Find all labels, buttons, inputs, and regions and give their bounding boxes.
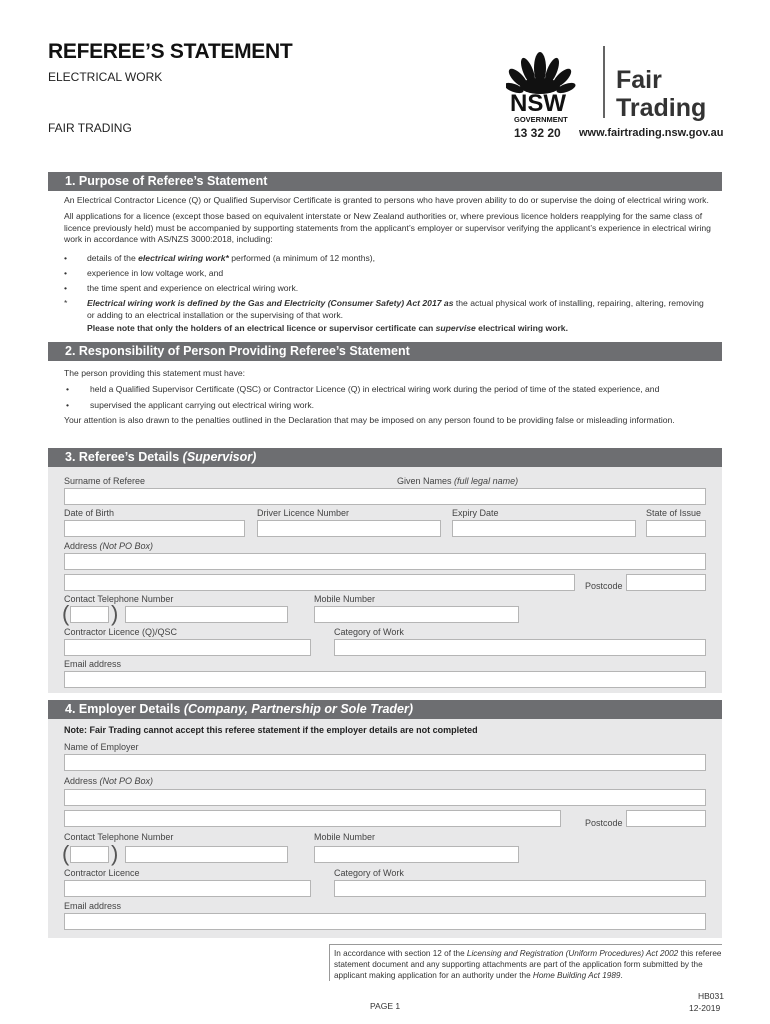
form-subtitle: ELECTRICAL WORK: [48, 70, 163, 84]
section-4-panel: [48, 719, 722, 938]
given-names-label: Given Names (full legal name): [397, 476, 519, 486]
employer-mobile-field[interactable]: [314, 846, 519, 863]
employer-phone-field[interactable]: [125, 846, 288, 863]
org-label: FAIR TRADING: [48, 121, 132, 135]
logo-trading: Trading: [616, 94, 707, 122]
driver-licence-field[interactable]: [257, 520, 441, 537]
section-1-star-note: *: [64, 298, 68, 308]
expiry-label: Expiry Date: [452, 508, 499, 518]
website-link[interactable]: www.fairtrading.nsw.gov.au: [579, 127, 724, 139]
employer-address-label: Address (Not PO Box): [64, 776, 154, 786]
waratah-icon: [506, 52, 577, 95]
legal-statement: In accordance with section 12 of the Licensing and Registration (Uniform Procedures) Act 2002 this referee statement document and any supporting attachments are part of the application form submitted by the applicant making application for an authority under the Home Building Act 1989.: [329, 944, 722, 981]
section-2-attention: Your attention is also drawn to the penalties outlined in the Declaration that may be imposed on any person found to be providing false or misleading information.: [64, 415, 675, 425]
employer-name-field[interactable]: [64, 754, 706, 771]
section-2-bullet-2: •: [66, 400, 70, 410]
surname-label: Surname of Referee: [64, 476, 146, 486]
form-title: REFEREE’S STATEMENT: [48, 40, 293, 63]
dob-field[interactable]: [64, 520, 245, 537]
employer-category-label: Category of Work: [334, 868, 404, 878]
employer-area-code-field[interactable]: [70, 846, 109, 863]
employer-note: Note: Fair Trading cannot accept this referee statement if the employer details are not completed: [64, 725, 478, 735]
phone-field[interactable]: [125, 606, 288, 623]
section-1-heading: 1. Purpose of Referee’s Statement: [48, 172, 722, 191]
employer-email-field[interactable]: [64, 913, 706, 930]
email-label: Email address: [64, 659, 122, 669]
employer-address-line-2-field[interactable]: [64, 810, 561, 827]
section-1-supervise-note: Please note that only the holders of an electrical licence or supervisor certificate can supervise electrical wiring work.: [87, 323, 568, 333]
category-field[interactable]: [334, 639, 706, 656]
postcode-label: Postcode: [585, 581, 623, 591]
category-label: Category of Work: [334, 627, 404, 637]
phone-number: 13 32 20: [514, 126, 561, 140]
section-1-bullet-3: •: [64, 283, 68, 293]
employer-mobile-label: Mobile Number: [314, 832, 376, 842]
postcode-field[interactable]: [626, 574, 706, 591]
logo-government: GOVERNMENT: [514, 115, 568, 124]
logo-nsw: NSW: [510, 90, 566, 117]
area-code-field[interactable]: [70, 606, 109, 623]
surname-given-names-field[interactable]: [64, 488, 706, 505]
form-code: HB031: [698, 991, 724, 1001]
section-1-para-2: All applications for a licence (except those based on equivalent interstate or New Zealand authorities or, where previous licence holders reapplying for the same class of licence previously held) must be accompanied by supporting statements from the applicant’s employer or supervisor verifying the applicant’s experience in electrical wiring work in accordance with AS/NZS 3000:2018, including:: [64, 211, 711, 244]
section-2-intro: The person providing this statement must have:: [64, 368, 246, 378]
phone-label: Contact Telephone Number: [64, 594, 174, 604]
form-date: 12-2019: [689, 1003, 721, 1013]
employer-contractor-field[interactable]: [64, 880, 311, 897]
section-1-bullet-1: •: [64, 253, 68, 263]
section-4-heading: 4. Employer Details (Company, Partnership or Sole Trader): [48, 700, 722, 719]
employer-phone-label: Contact Telephone Number: [64, 832, 174, 842]
contractor-label: Contractor Licence (Q)/QSC: [64, 627, 178, 637]
driver-licence-label: Driver Licence Number: [257, 508, 350, 518]
state-issue-label: State of Issue: [646, 508, 702, 518]
area-code-open-paren: (: [62, 601, 70, 626]
state-issue-field[interactable]: [646, 520, 706, 537]
mobile-field[interactable]: [314, 606, 519, 623]
logo-fair: Fair: [616, 66, 662, 94]
employer-address-line-1-field[interactable]: [64, 789, 706, 806]
employer-postcode-field[interactable]: [626, 810, 706, 827]
email-field[interactable]: [64, 671, 706, 688]
area-code-close-paren: ): [111, 601, 119, 626]
section-3-heading: 3. Referee’s Details (Supervisor): [48, 448, 722, 467]
address-line-1-field[interactable]: [64, 553, 706, 570]
employer-postcode-label: Postcode: [585, 818, 623, 828]
employer-email-label: Email address: [64, 901, 122, 911]
address-line-2-field[interactable]: [64, 574, 575, 591]
expiry-field[interactable]: [452, 520, 636, 537]
contractor-field[interactable]: [64, 639, 311, 656]
mobile-label: Mobile Number: [314, 594, 376, 604]
page-number: PAGE 1: [370, 1001, 401, 1011]
employer-name-label: Name of Employer: [64, 742, 139, 752]
nsw-fair-trading-logo: [506, 38, 726, 128]
dob-label: Date of Birth: [64, 508, 115, 518]
section-2-heading: 2. Responsibility of Person Providing Referee’s Statement: [48, 342, 722, 361]
employer-area-code-open-paren: (: [62, 841, 70, 866]
employer-category-field[interactable]: [334, 880, 706, 897]
employer-contractor-label: Contractor Licence: [64, 868, 140, 878]
section-1-para-1: An Electrical Contractor Licence (Q) or Qualified Supervisor Certificate is granted to persons who have proven ability to do or supervise the doing of electrical wiring work.: [64, 195, 709, 205]
employer-area-code-close-paren: ): [111, 841, 119, 866]
section-2-bullet-1: •: [66, 384, 70, 394]
section-1-bullet-2: •: [64, 268, 68, 278]
address-label: Address (Not PO Box): [64, 541, 154, 551]
